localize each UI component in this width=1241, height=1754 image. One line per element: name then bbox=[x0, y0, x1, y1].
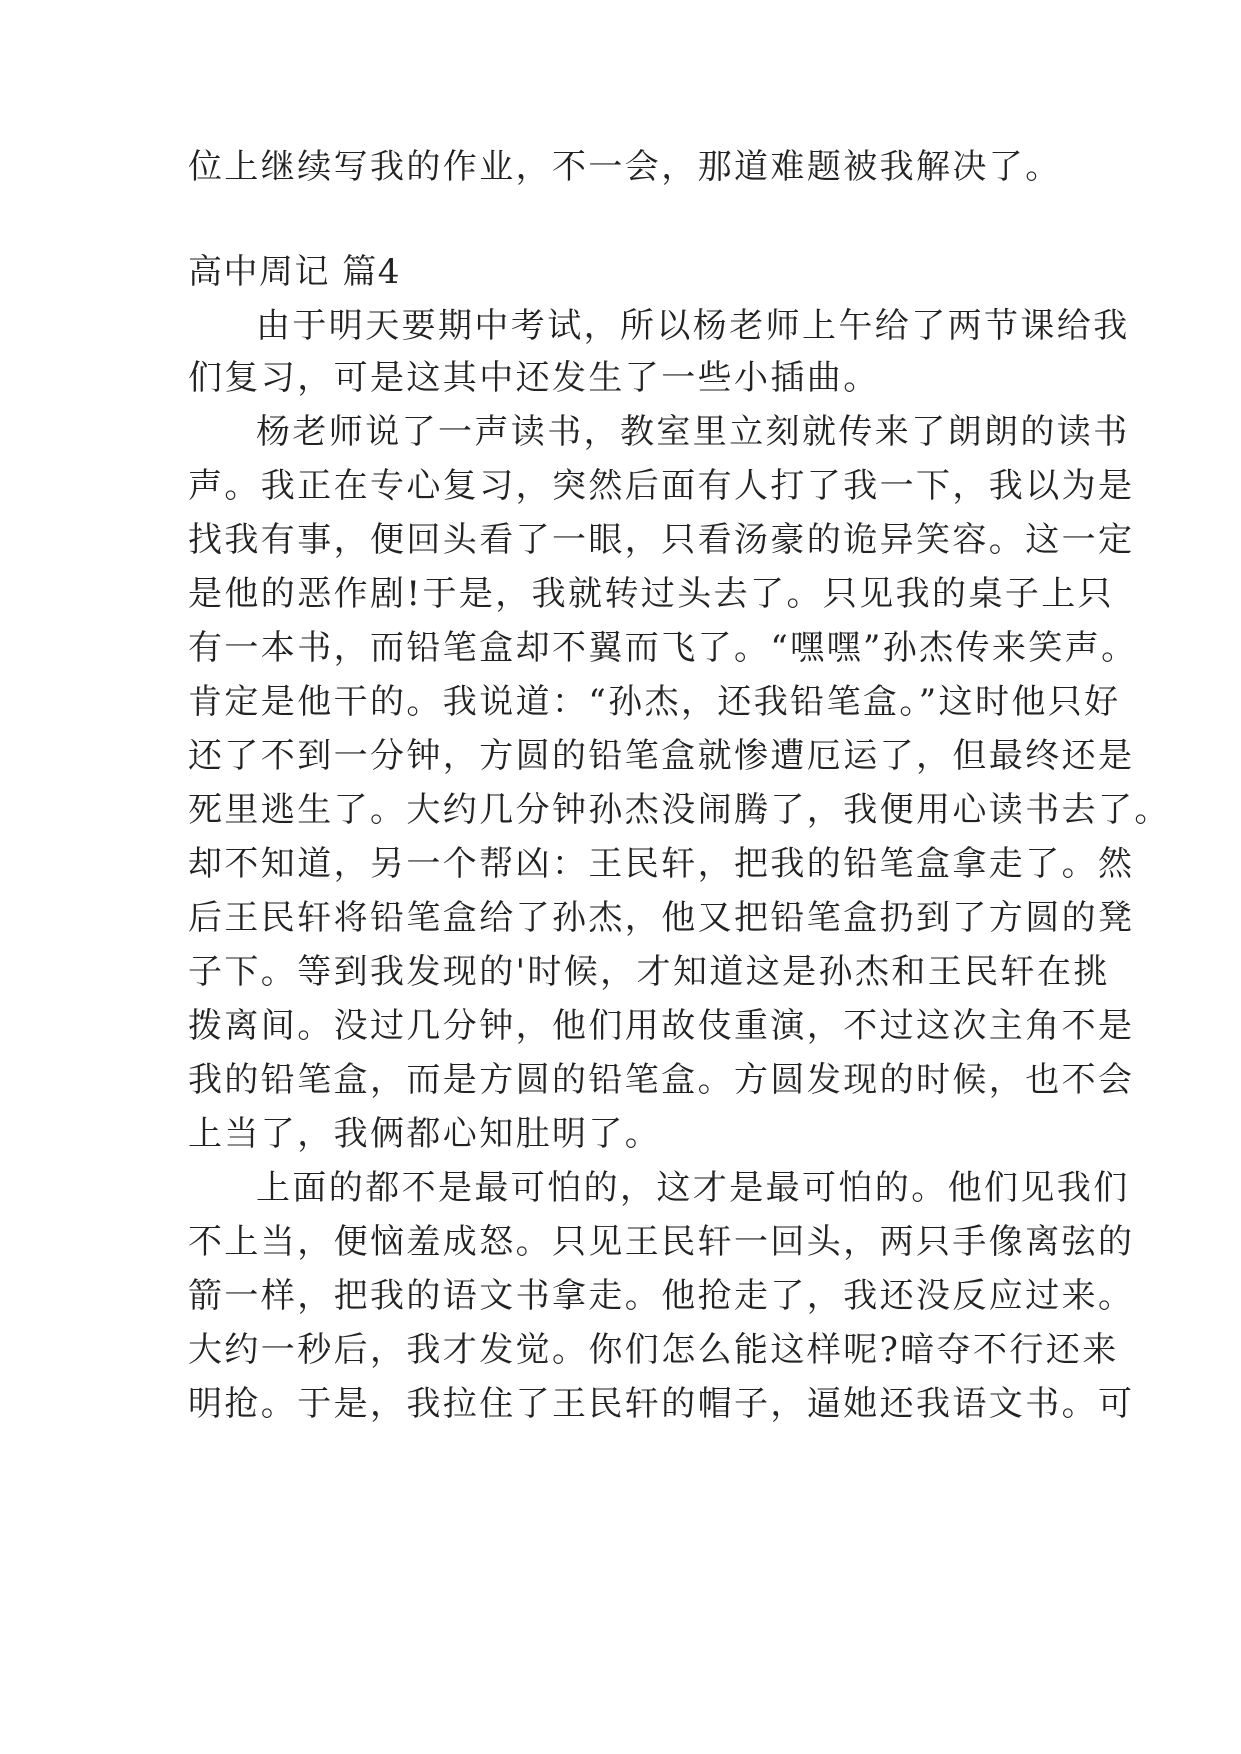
paragraph-line: 不上当，便恼羞成怒。只见王民轩一回头，两只手像离弦的 bbox=[188, 1222, 1135, 1262]
paragraph-line: 后王民轩将铅笔盒给了孙杰，他又把铅笔盒扔到了方圆的凳 bbox=[188, 898, 1135, 938]
paragraph-line: 大约一秒后，我才发觉。你们怎么能这样呢?暗夺不行还来 bbox=[188, 1330, 1119, 1370]
paragraph-line: 我的铅笔盒，而是方圆的铅笔盒。方圆发现的时候，也不会 bbox=[188, 1060, 1135, 1100]
paragraph-line: 明抢。于是，我拉住了王民轩的帽子，逼她还我语文书。可 bbox=[188, 1384, 1135, 1424]
paragraph-line: 有一本书，而铅笔盒却不翼而飞了。“嘿嘿”孙杰传来笑声。 bbox=[188, 628, 1138, 668]
paragraph-line: 箭一样，把我的语文书拿走。他抢走了，我还没反应过来。 bbox=[188, 1276, 1135, 1316]
paragraph-line: 由于明天要期中考试，所以杨老师上午给了两节课给我 bbox=[256, 306, 1130, 346]
paragraph-line: 子下。等到我发现的'时候，才知道这是孙杰和王民轩在挑 bbox=[188, 952, 1110, 992]
paragraph-line: 肯定是他干的。我说道：“孙杰，还我铅笔盒。”这时他只好 bbox=[188, 682, 1121, 722]
paragraph-line: 拨离间。没过几分钟，他们用故伎重演，不过这次主角不是 bbox=[188, 1006, 1135, 1046]
paragraph-line: 声。我正在专心复习，突然后面有人打了我一下，我以为是 bbox=[188, 466, 1135, 506]
paragraph-line: 找我有事，便回头看了一眼，只看汤豪的诡异笑容。这一定 bbox=[188, 520, 1135, 560]
paragraph-line: 杨老师说了一声读书，教室里立刻就传来了朗朗的读书 bbox=[256, 412, 1130, 452]
paragraph-line: 上面的都不是最可怕的，这才是最可怕的。他们见我们 bbox=[256, 1168, 1130, 1208]
paragraph-line: 是他的恶作剧!于是，我就转过头去了。只见我的桌子上只 bbox=[188, 574, 1115, 614]
paragraph-line: 还了不到一分钟，方圆的铅笔盒就惨遭厄运了，但最终还是 bbox=[188, 736, 1135, 776]
paragraph-line: 上当了，我俩都心知肚明了。 bbox=[188, 1114, 662, 1154]
paragraph-line: 死里逃生了。大约几分钟孙杰没闹腾了，我便用心读书去了。 bbox=[188, 790, 1171, 830]
carryover-line: 位上继续写我的作业，不一会，那道难题被我解决了。 bbox=[188, 147, 1062, 187]
section-heading: 高中周记 篇4 bbox=[188, 252, 401, 292]
paragraph-line: 们复习，可是这其中还发生了一些小插曲。 bbox=[188, 358, 880, 398]
paragraph-line: 却不知道，另一个帮凶：王民轩，把我的铅笔盒拿走了。然 bbox=[188, 844, 1135, 884]
